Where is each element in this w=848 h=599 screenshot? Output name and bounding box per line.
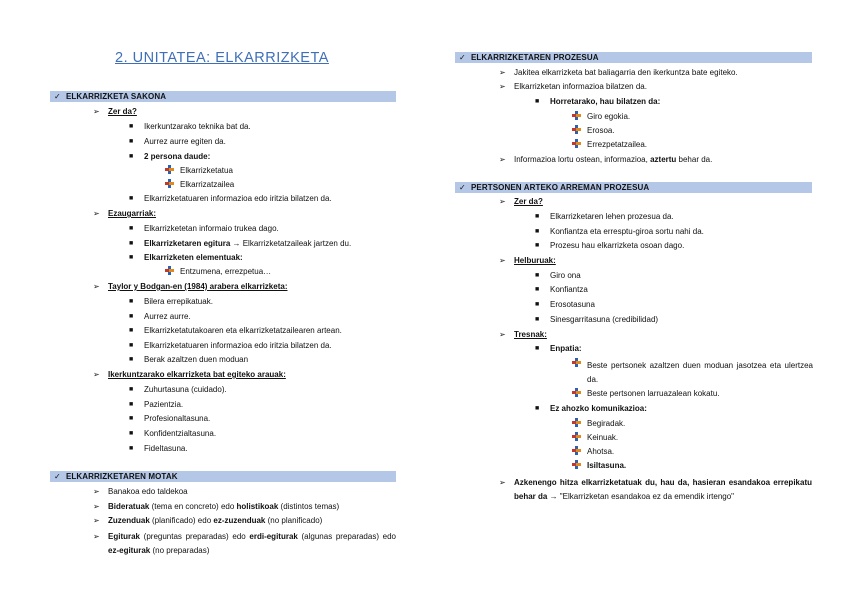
cross-bullet-icon xyxy=(572,388,581,397)
section-band-prozesua xyxy=(455,52,812,63)
list-item: ■ Elkarrizketaren egitura → Elkarrizketatzaileak jartzen du. xyxy=(129,239,352,248)
square-bullet-icon: ■ xyxy=(535,242,540,249)
square-bullet-icon: ■ xyxy=(535,286,540,293)
square-bullet-icon: ■ xyxy=(535,228,540,235)
square-bullet-icon: ■ xyxy=(129,327,134,334)
arrow-bullet-icon: ➢ xyxy=(93,516,100,525)
band-label: ELKARRIZKETAREN MOTAK xyxy=(66,472,178,481)
square-bullet-icon: ■ xyxy=(129,313,134,320)
list-item: ■ Ez ahozko komunikazioa: xyxy=(535,404,647,413)
list-item: ■ Bilera errepikatuak. xyxy=(129,297,213,306)
list-item: ■ Profesionaltasuna. xyxy=(129,414,211,423)
square-bullet-icon: ■ xyxy=(535,301,540,308)
list-item: ■ 2 persona daude: xyxy=(129,152,211,161)
list-item: ■ Elkarrizketen elementuak: xyxy=(129,253,243,262)
cross-bullet-icon xyxy=(572,111,581,120)
arrow-bullet-icon: ➢ xyxy=(499,82,506,91)
square-bullet-icon: ■ xyxy=(129,153,134,160)
cross-bullet-icon xyxy=(572,460,581,469)
list-item: ➢ Tresnak: xyxy=(499,330,547,339)
page-title: 2. UNITATEA: ELKARRIZKETA xyxy=(115,50,329,66)
list-item: ■ Ikerkuntzarako teknika bat da. xyxy=(129,122,251,131)
list-item: ■ Pazientzia. xyxy=(129,400,184,409)
list-item: ➢ Helburuak: xyxy=(499,256,556,265)
cross-bullet-icon xyxy=(165,179,174,188)
list-item: ■ Giro ona xyxy=(535,271,581,280)
arrow-bullet-icon: ➢ xyxy=(93,209,100,218)
square-bullet-icon: ■ xyxy=(129,240,134,247)
square-bullet-icon: ■ xyxy=(129,386,134,393)
square-bullet-icon: ■ xyxy=(535,316,540,323)
band-label: PERTSONEN ARTEKO ARREMAN PROZESUA xyxy=(471,183,650,192)
square-bullet-icon: ■ xyxy=(535,345,540,352)
cross-bullet-icon xyxy=(572,358,581,367)
square-bullet-icon: ■ xyxy=(535,405,540,412)
list-item: ➢ Egiturak (preguntas preparadas) edo erdi-egiturak (algunas preparadas) edo ez-egiturak (no preparadas) xyxy=(93,532,397,555)
list-item: ➢ Ezaugarriak: xyxy=(93,209,157,218)
cross-bullet-icon xyxy=(165,165,174,174)
arrow-bullet-icon: ➢ xyxy=(93,370,100,379)
arrow-bullet-icon: ➢ xyxy=(499,155,506,164)
square-bullet-icon: ■ xyxy=(129,430,134,437)
list-item: Errezpetatzailea. xyxy=(587,140,647,150)
list-item: ■ Elkarrizketatutakoaren eta elkarrizketatzailearen artean. xyxy=(129,326,342,335)
list-item: ➢ Zuzenduak (planificado) edo ez-zuzenduak (no planificado) xyxy=(93,516,323,525)
list-item: Elkarrizatzailea xyxy=(180,180,234,190)
list-item: ■ Erosotasuna xyxy=(535,300,595,309)
list-item: ■ Aurrez aurre egiten da. xyxy=(129,137,226,146)
square-bullet-icon: ■ xyxy=(129,342,134,349)
list-item: ■ Elkarrizketatuaren informazioa edo iritzia bilatzen da. xyxy=(129,194,332,203)
list-item: ■ Sinesgarritasuna (credibilidad) xyxy=(535,315,659,324)
arrow-bullet-icon: ➢ xyxy=(499,197,506,206)
arrow-bullet-icon: ➢ xyxy=(93,502,100,511)
band-label: ELKARRIZKETA SAKONA xyxy=(66,92,167,101)
list-item: ■ Elkarrizketaren lehen prozesua da. xyxy=(535,212,674,221)
list-item: Giro egokia. xyxy=(587,112,630,122)
arrow-bullet-icon: ➢ xyxy=(499,478,506,487)
arrow-bullet-icon: ➢ xyxy=(93,282,100,291)
list-item: ■ Aurrez aurre. xyxy=(129,312,191,321)
cross-bullet-icon xyxy=(572,139,581,148)
arrow-bullet-icon: ➢ xyxy=(499,256,506,265)
list-item: ■ Zuhurtasuna (cuidado). xyxy=(129,385,227,394)
cross-bullet-icon xyxy=(165,266,174,275)
list-item: ➢ Azkenengo hitza elkarrizketatuak du, hau da, hasieran esandakoa errepikatu behar da → "Elkarrizketan esandakoa ez da emendik irtengo" xyxy=(499,478,812,501)
list-item: ➢ Ikerkuntzarako elkarrizketa bat egiteko arauak: xyxy=(93,370,286,379)
list-item: Begiradak. xyxy=(587,419,625,429)
list-item: ■ Elkarrizketetan informaio trukea dago. xyxy=(129,224,279,233)
check-icon: ✓ xyxy=(54,472,61,481)
list-item: Erosoa. xyxy=(587,126,615,136)
list-item: ➢ Jakitea elkarrizketa bat baliagarria den ikerkuntza bate egiteko. xyxy=(499,68,738,77)
list-item: ■ Konfidentzialtasuna. xyxy=(129,429,217,438)
list-item: ■ Konfiantza eta erresptu-giroa sortu nahi da. xyxy=(535,227,704,236)
list-item: Isiltasuna. xyxy=(587,461,626,471)
square-bullet-icon: ■ xyxy=(129,195,134,202)
arrow-bullet-icon: ➢ xyxy=(499,330,506,339)
arrow-bullet-icon: ➢ xyxy=(499,68,506,77)
list-item: Entzumena, errezpetua… xyxy=(180,267,271,277)
cross-bullet-icon xyxy=(572,125,581,134)
arrow-bullet-icon: ➢ xyxy=(93,532,100,541)
square-bullet-icon: ■ xyxy=(535,98,540,105)
arrow-bullet-icon: ➢ xyxy=(93,487,100,496)
band-label: ELKARRIZKETAREN PROZESUA xyxy=(471,53,599,62)
list-item: ■ Horretarako, hau bilatzen da: xyxy=(535,97,661,106)
check-icon: ✓ xyxy=(459,53,466,62)
check-icon: ✓ xyxy=(54,92,61,101)
square-bullet-icon: ■ xyxy=(129,123,134,130)
list-item: ➢ Banakoa edo taldekoa xyxy=(93,487,188,496)
list-item: Beste pertsonen larruazalean kokatu. xyxy=(587,389,720,399)
list-item: ■ Fideltasuna. xyxy=(129,444,188,453)
square-bullet-icon: ■ xyxy=(129,138,134,145)
section-band-pertsonen xyxy=(455,182,812,193)
square-bullet-icon: ■ xyxy=(129,298,134,305)
section-band-sakona xyxy=(50,91,396,102)
square-bullet-icon: ■ xyxy=(129,225,134,232)
list-item: ➢ Informazioa lortu ostean, informazioa, aztertu behar da. xyxy=(499,155,713,164)
square-bullet-icon: ■ xyxy=(129,415,134,422)
list-item: ■ Elkarrizketatuaren informazioa edo iritzia bilatzen da. xyxy=(129,341,332,350)
cross-bullet-icon xyxy=(572,432,581,441)
list-item: ■ Prozesu hau elkarrizketa osoan dago. xyxy=(535,241,685,250)
list-item: Elkarrizketatua xyxy=(180,166,233,176)
cross-bullet-icon xyxy=(572,418,581,427)
list-item: Beste pertsonek azaltzen duen moduan jasotzea eta ulertzea da. xyxy=(587,359,813,387)
section-band-motak xyxy=(50,471,396,482)
square-bullet-icon: ■ xyxy=(129,356,134,363)
list-item: Keinuak. xyxy=(587,433,618,443)
list-item: ➢ Elkarrizketan informazioa bilatzen da. xyxy=(499,82,647,91)
arrow-bullet-icon: ➢ xyxy=(93,107,100,116)
list-item: ➢ Zer da? xyxy=(499,197,543,206)
list-item: ■ Konfiantza xyxy=(535,285,588,294)
square-bullet-icon: ■ xyxy=(535,272,540,279)
list-item: ➢ Zer da? xyxy=(93,107,137,116)
list-item: ➢ Taylor y Bodgan-en (1984) arabera elkarrizketa: xyxy=(93,282,288,291)
list-item: ■ Berak azaltzen duen moduan xyxy=(129,355,249,364)
square-bullet-icon: ■ xyxy=(129,254,134,261)
list-item: ■ Enpatia: xyxy=(535,344,582,353)
square-bullet-icon: ■ xyxy=(535,213,540,220)
check-icon: ✓ xyxy=(459,183,466,192)
cross-bullet-icon xyxy=(572,446,581,455)
list-item: ➢ Bideratuak (tema en concreto) edo holistikoak (distintos temas) xyxy=(93,502,340,511)
list-item: Ahotsa. xyxy=(587,447,614,457)
square-bullet-icon: ■ xyxy=(129,401,134,408)
square-bullet-icon: ■ xyxy=(129,445,134,452)
